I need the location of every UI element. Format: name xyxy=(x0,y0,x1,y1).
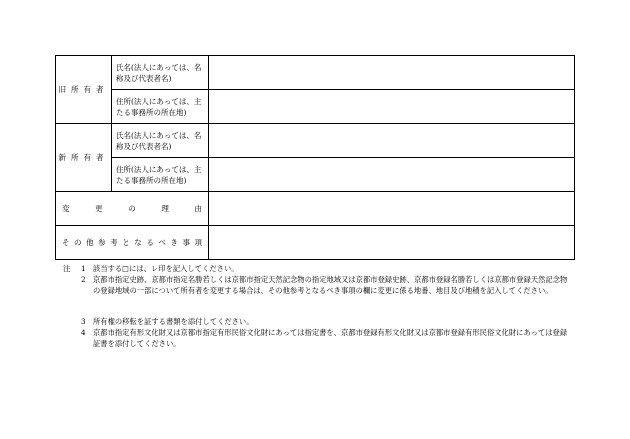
note-text: 該当する□には、レ印を記入してください。 xyxy=(93,264,239,273)
reason-label: 変更の理由 xyxy=(56,192,209,226)
new-owner-address-field[interactable] xyxy=(209,158,575,192)
former-owner-label: 旧所有者 xyxy=(56,56,112,124)
note-text: 所有権の移転を証する書類を添付してください。 xyxy=(93,317,254,326)
note-number: 1 xyxy=(81,264,86,273)
other-matters-field[interactable] xyxy=(209,226,575,260)
new-owner-name-field[interactable] xyxy=(209,124,575,158)
note-number: 4 xyxy=(81,328,86,337)
new-owner-label: 新所有者 xyxy=(56,124,112,192)
new-owner-name-label: 氏名(法人にあっては、名称及び代表者名) xyxy=(112,124,209,158)
new-owner-address-label: 住所(法人にあっては、主たる事務所の所在地) xyxy=(112,158,209,192)
ownership-change-form-table xyxy=(55,55,575,260)
notes-heading: 注 xyxy=(63,264,71,273)
former-owner-name-label: 氏名(法人にあっては、名称及び代表者名) xyxy=(112,56,209,90)
former-owner-address-field[interactable] xyxy=(209,90,575,124)
other-matters-label: その他参考となるべき事項 xyxy=(56,226,209,260)
note-number: 2 xyxy=(81,275,86,284)
former-owner-address-label: 住所(法人にあっては、主たる事務所の所在地) xyxy=(112,90,209,124)
former-owner-name-field[interactable] xyxy=(209,56,575,90)
note-text: 京都市指定有形文化財又は京都市指定有形民俗文化財にあっては指定書を、京都市登録有形文化財又は京都市登録有形民俗文化財にあっては登録証書を添付してください。 xyxy=(93,328,568,348)
note-text: 京都市指定史跡、京都市指定名勝若しくは京都市指定天然記念物の指定地域又は京都市登録史跡、京都市登録名勝若しくは京都市登録天然記念物の登録地域の一部について所有者を変更する場合は、その他参考となるべき事項の欄に変更に係る地番、地目及び地積を記入してください。 xyxy=(93,275,568,295)
reason-field[interactable] xyxy=(209,192,575,226)
note-number: 3 xyxy=(81,317,86,326)
